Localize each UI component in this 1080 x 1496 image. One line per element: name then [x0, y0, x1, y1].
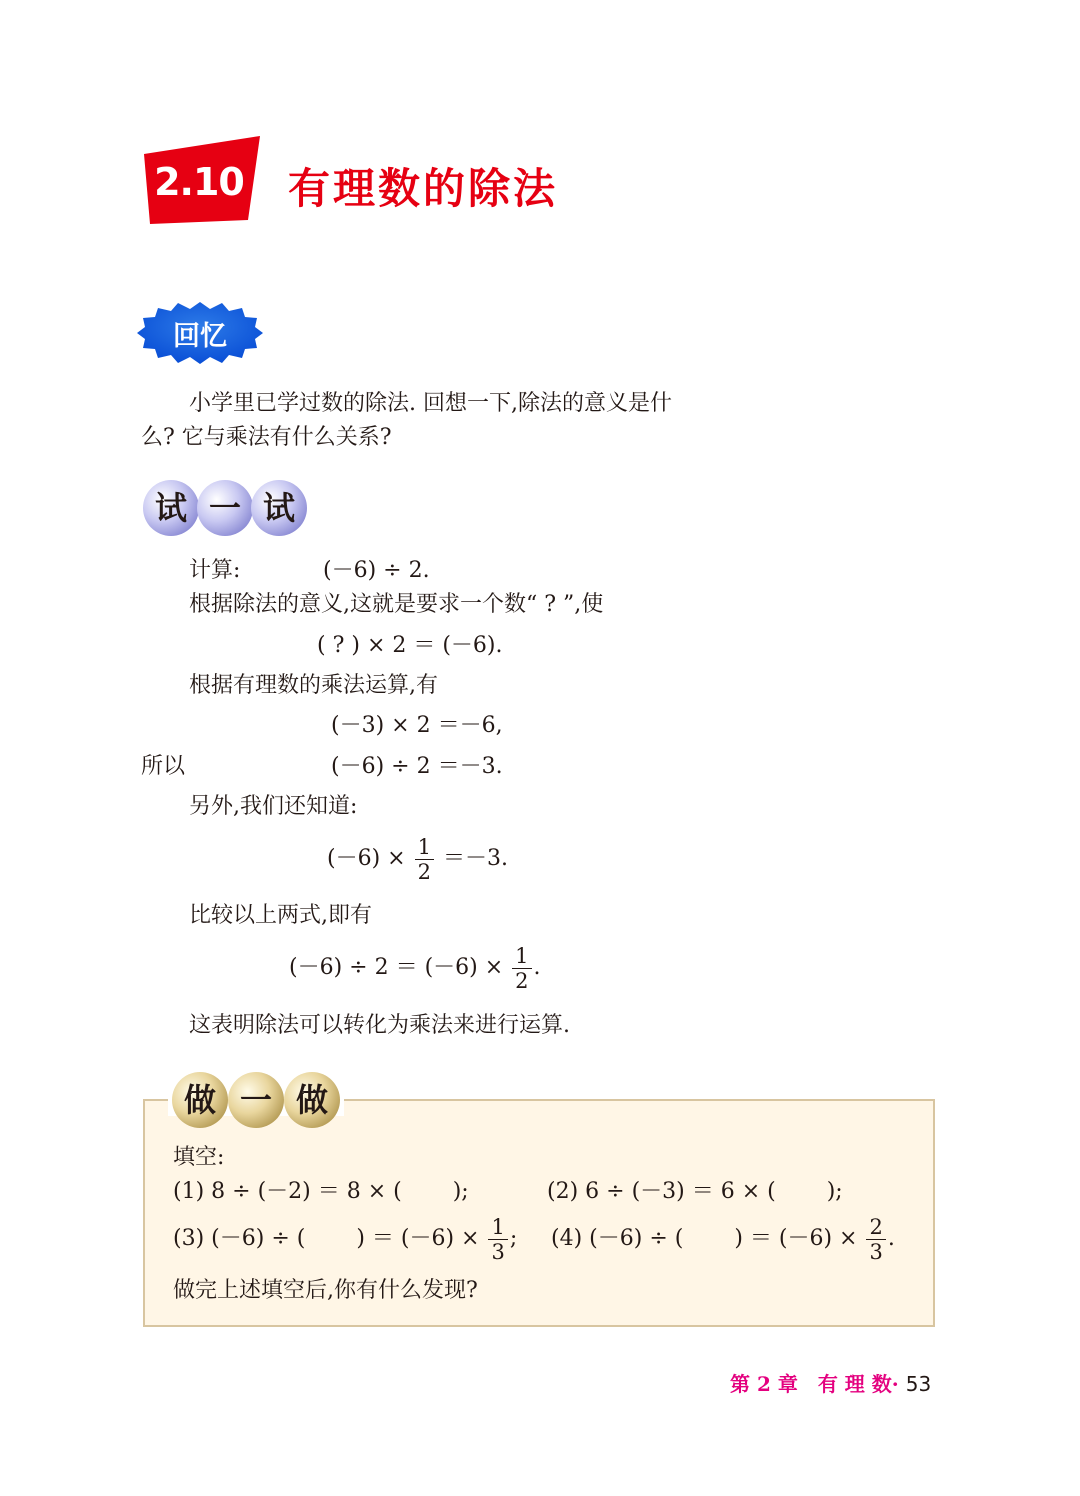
exercise-4-left: (4) (－6) ÷ ( ) ＝ (－6) × — [551, 1226, 858, 1251]
footer-chapter: 第 2 章 有 理 数 — [730, 1372, 892, 1396]
exercise-4 — [551, 1214, 895, 1264]
equation-4-right: ＝－3. — [442, 846, 508, 871]
fraction-numerator: 2 — [866, 1215, 885, 1240]
section-title: 有理数的除法 — [288, 164, 559, 213]
footer-dot: · — [891, 1372, 899, 1396]
page-number: 53 — [905, 1372, 932, 1396]
do-it-badge-char-2: 一 — [239, 1081, 272, 1119]
try-paragraph-3: 另外,我们还知道: — [189, 794, 358, 819]
try-paragraph-4: 比较以上两式,即有 — [189, 903, 372, 928]
equation-5 — [289, 943, 541, 993]
exercise-2: (2) 6 ÷ (－3) ＝ 6 × ( ); — [547, 1179, 843, 1204]
recall-badge-label: 回忆 — [173, 321, 227, 352]
try-paragraph-5: 这表明除法可以转化为乘法来进行运算. — [189, 1013, 570, 1038]
calc-expression: (－6) ÷ 2. — [323, 558, 430, 583]
equation-1: ( ? ) × 2 ＝ (－6). — [317, 633, 503, 658]
fraction-denominator: 3 — [869, 1239, 883, 1264]
do-it-badge-char-3: 做 — [295, 1081, 328, 1119]
equation-5-right: . — [533, 955, 541, 980]
section-number: 2.10 — [154, 160, 244, 204]
try-paragraph-2: 根据有理数的乘法运算,有 — [189, 673, 438, 698]
equation-4-left: (－6) × — [327, 846, 406, 871]
equation-5-left: (－6) ÷ 2 ＝ (－6) × — [289, 955, 504, 980]
fraction-denominator: 2 — [515, 968, 529, 993]
try-it-badge-char-3: 试 — [262, 489, 295, 527]
fraction-one-half — [415, 835, 434, 884]
do-it-intro: 填空: — [173, 1145, 225, 1170]
fraction-numerator: 1 — [512, 944, 531, 969]
try-paragraph-1: 根据除法的意义,这就是要求一个数“ ? ”,使 — [189, 592, 604, 617]
fraction-one-third — [488, 1215, 507, 1264]
fraction-numerator: 1 — [488, 1215, 507, 1240]
equation-3: (－6) ÷ 2 ＝－3. — [331, 754, 503, 779]
fraction-one-half — [512, 944, 531, 993]
equation-4 — [327, 834, 508, 884]
exercise-1: (1) 8 ÷ (－2) ＝ 8 × ( ); — [173, 1179, 469, 1204]
exercise-3 — [173, 1214, 517, 1264]
recall-line-1: 小学里已学过数的除法. 回想一下,除法的意义是什 — [189, 391, 672, 416]
so-label: 所以 — [141, 754, 186, 779]
do-it-question: 做完上述填空后,你有什么发现? — [173, 1278, 478, 1303]
do-it-badge-char-1: 做 — [183, 1081, 216, 1119]
try-it-badge-char-2: 一 — [208, 489, 241, 527]
equation-2: (－3) × 2 ＝－6, — [331, 713, 503, 738]
exercise-3-right: ; — [509, 1226, 518, 1251]
recall-line-2: 么? 它与乘法有什么关系? — [141, 425, 392, 450]
calc-label: 计算: — [189, 558, 241, 583]
fraction-denominator: 2 — [417, 859, 431, 884]
try-it-badge-char-1: 试 — [154, 489, 187, 527]
fraction-two-thirds — [866, 1215, 885, 1264]
exercise-4-right: . — [887, 1226, 895, 1251]
fraction-denominator: 3 — [491, 1239, 505, 1264]
fraction-numerator: 1 — [415, 835, 434, 860]
page-footer — [730, 1372, 931, 1396]
exercise-3-left: (3) (－6) ÷ ( ) ＝ (－6) × — [173, 1226, 480, 1251]
